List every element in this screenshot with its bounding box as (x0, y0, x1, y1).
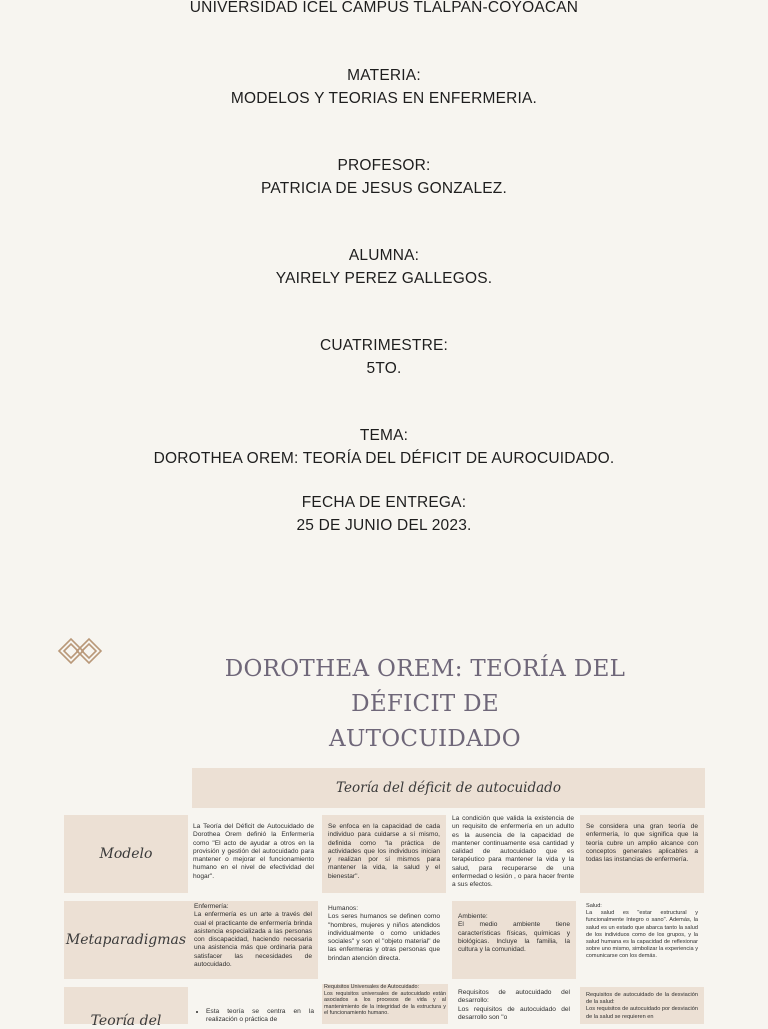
document-title (170, 652, 680, 757)
table-header (192, 768, 705, 808)
date-label: FECHA DE ENTREGA: (301, 494, 467, 511)
row-label-metaparadigmas (64, 901, 188, 979)
table-cell: Ambiente: El medio ambiente tiene características físicas, químicas y biológicas. Incluye la familia, la cultura y la comunidad. (452, 901, 576, 979)
subject-block (0, 65, 768, 110)
teacher-label: PROFESOR: (337, 157, 431, 174)
table-cell: Humanos: Los seres humanos se definen como "hombres, mujeres y niños atendidos individualmente o como unidades sociales" y son el "objeto material" de las enfermeras y otras personas que brindan atención directa. (328, 905, 440, 962)
interlocked-diamonds-icon (56, 632, 104, 670)
subject-label: MATERIA: (347, 67, 421, 84)
date-value: 25 DE JUNIO DEL 2023. (296, 516, 472, 534)
title-line-1: DOROTHEA OREM: TEORÍA DEL DÉFICIT DE (224, 656, 626, 717)
table-cell: La condición que valida la existencia de un requisito de enfermería en un adulto es la ausencia de la capacidad de mantener continuamente esa cantidad y calidad de autocuidado que es terapéutico para mantener la vida y la salud, para recuperarse de una enfermedad o lesión , o para hacer frente a sus efectos. (452, 815, 574, 889)
row-label-text: Metaparadigmas (65, 932, 187, 948)
row-label-text: Modelo (99, 846, 153, 862)
term-value: 5TO. (366, 359, 402, 377)
table-cell: La Teoría del Déficit de Autocuidado de Dorothea Orem definió la Enfermería como "El acto de ayudar a otros en la provisión y gestión del autocuidado para mantener o mejorar el funcionamiento humano en el nivel de efectividad del hogar". (193, 823, 314, 880)
term-block (0, 335, 768, 380)
table-header-text: Teoría del déficit de autocuidado (336, 780, 561, 796)
table-cell: Enfermería: La enfermería es un arte a través del cual el practicante de enfermería brinda asistencia especializada a las personas con discapacidad, haciendo necesaria una asistencia más que ordinaria para satisfacer las necesidades de autocuidado. (188, 901, 318, 979)
row-label-text: Teoría del (90, 1013, 162, 1029)
student-value: YAIRELY PEREZ GALLEGOS. (275, 269, 493, 287)
table-cell: Se enfoca en la capacidad de cada individuo para cuidarse a sí mismo, definida como "la práctica de actividades que los individuos inician y realizan por sí mismos para mantener la vida, la salud y el bienestar". (322, 815, 446, 893)
row-label-modelo (64, 815, 188, 893)
topic-block (0, 425, 768, 470)
table-cell (188, 1008, 320, 1024)
table-cell: Requisitos de autocuidado del desarrollo: Los requisitos de autocuidado del desarrollo son "o (458, 989, 570, 1021)
title-line-2: AUTOCUIDADO (329, 726, 521, 752)
subject-value: MODELOS Y TEORIAS EN ENFERMERIA. (230, 89, 538, 107)
table-cell: Salud: La salud es "estar estructural y funcionalmente íntegro o sano". Además, la salud es un estado que abarca tanto la salud de los individuos como de los grupos, y la salud humana es la capacidad de reflexionar sobre uno mismo, simbolizar la experiencia y comunicarse con los demás. (586, 903, 698, 960)
teacher-block (0, 155, 768, 200)
list-item: • Esta teoría se centra en la realización o práctica de (206, 1008, 314, 1024)
table-cell: Requisitos Universales de Autocuidado: Los requisitos universales de autocuidado están asociados a los procesos de vida y al mantenimiento de la integridad de la estructura y el funcionamiento humano. (322, 984, 448, 1024)
table-cell: Requisitos de autocuidado de la desviación de la salud: Los requisitos de autocuidado por desviación de la salud se requieren en (580, 987, 704, 1024)
teacher-value: PATRICIA DE JESUS GONZALEZ. (261, 179, 507, 197)
student-label: ALUMNA: (348, 247, 420, 264)
row-label-teoria (64, 987, 188, 1029)
table-cell: Se considera una gran teoría de enfermería, lo que significa que la teoría cubre un amplio alcance con conceptos generales aplicables a todas las instancias de enfermería. (580, 815, 704, 893)
topic-label: TEMA: (359, 427, 409, 444)
student-block (0, 245, 768, 290)
date-block (0, 492, 768, 537)
university-name: UNIVERSIDAD ICEL CAMPUS TLALPAN-COYOACAN (189, 0, 579, 16)
term-label: CUATRIMESTRE: (319, 337, 449, 354)
topic-value: DOROTHEA OREM: TEORÍA DEL DÉFICIT DE AUROCUIDADO. (153, 449, 615, 467)
